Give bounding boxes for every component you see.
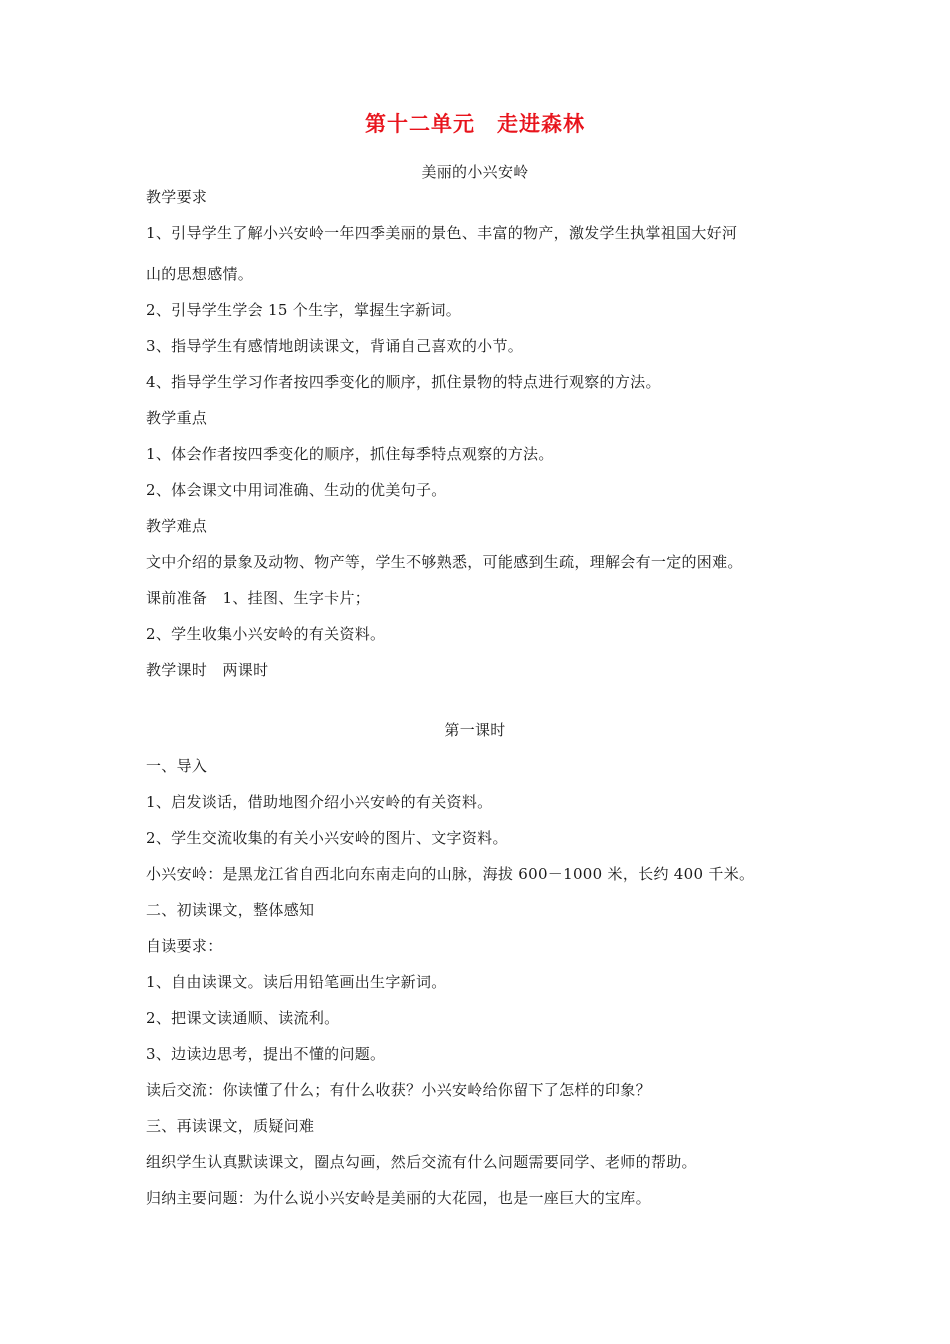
heading-first-reading: 二、初读课文，整体感知	[146, 901, 315, 919]
paragraph-line: 2、体会课文中用词准确、生动的优美句子。	[146, 481, 447, 499]
paragraph-line: 山的思想感情。	[146, 265, 254, 283]
unit-title: 第十二单元 走进森林	[365, 112, 585, 136]
heading-teaching-requirements: 教学要求	[146, 188, 208, 206]
section-title: 第一课时	[444, 721, 506, 739]
paragraph-line: 文中介绍的景象及动物、物产等，学生不够熟悉，可能感到生疏，理解会有一定的困难。	[146, 553, 743, 571]
paragraph-line: 1、体会作者按四季变化的顺序，抓住每季特点观察的方法。	[146, 445, 554, 463]
paragraph-line: 1、引导学生了解小兴安岭一年四季美丽的景色、丰富的物产，激发学生执掌祖国大好河	[146, 224, 738, 242]
paragraph-line: 归纳主要问题：为什么说小兴安岭是美丽的大花园，也是一座巨大的宝库。	[146, 1189, 651, 1207]
paragraph-line: 1、启发谈话，借助地图介绍小兴安岭的有关资料。	[146, 793, 493, 811]
paragraph-line: 2、引导学生学会 15 个生字，掌握生字新词。	[146, 301, 462, 319]
paragraph-line: 2、学生交流收集的有关小兴安岭的图片、文字资料。	[146, 829, 508, 847]
paragraph-line: 2、学生收集小兴安岭的有关资料。	[146, 625, 386, 643]
lesson-title: 美丽的小兴安岭	[421, 163, 529, 181]
paragraph-line: 教学课时 两课时	[146, 661, 269, 679]
paragraph-line: 1、自由读课文。读后用铅笔画出生字新词。	[146, 973, 447, 991]
paragraph-line: 4、指导学生学习作者按四季变化的顺序，抓住景物的特点进行观察的方法。	[146, 373, 661, 391]
paragraph-line: 读后交流：你读懂了什么；有什么收获？小兴安岭给你留下了怎样的印象？	[146, 1081, 651, 1099]
paragraph-line: 2、把课文读通顺、读流利。	[146, 1009, 340, 1027]
paragraph-line: 3、边读边思考，提出不懂的问题。	[146, 1045, 386, 1063]
paragraph-line: 3、指导学生有感情地朗读课文，背诵自己喜欢的小节。	[146, 337, 524, 355]
heading-intro: 一、导入	[146, 757, 208, 775]
heading-difficulties: 教学难点	[146, 517, 208, 535]
heading-rereading: 三、再读课文，质疑问难	[146, 1117, 315, 1135]
heading-key-points: 教学重点	[146, 409, 208, 427]
paragraph-line: 组织学生认真默读课文，圈点勾画，然后交流有什么问题需要同学、老师的帮助。	[146, 1153, 697, 1171]
paragraph-line: 自读要求：	[146, 937, 223, 955]
paragraph-line: 课前准备 1、挂图、生字卡片；	[146, 589, 371, 607]
paragraph-line: 小兴安岭：是黑龙江省自西北向东南走向的山脉，海拔 600－1000 米，长约 400 千米。	[146, 865, 755, 883]
